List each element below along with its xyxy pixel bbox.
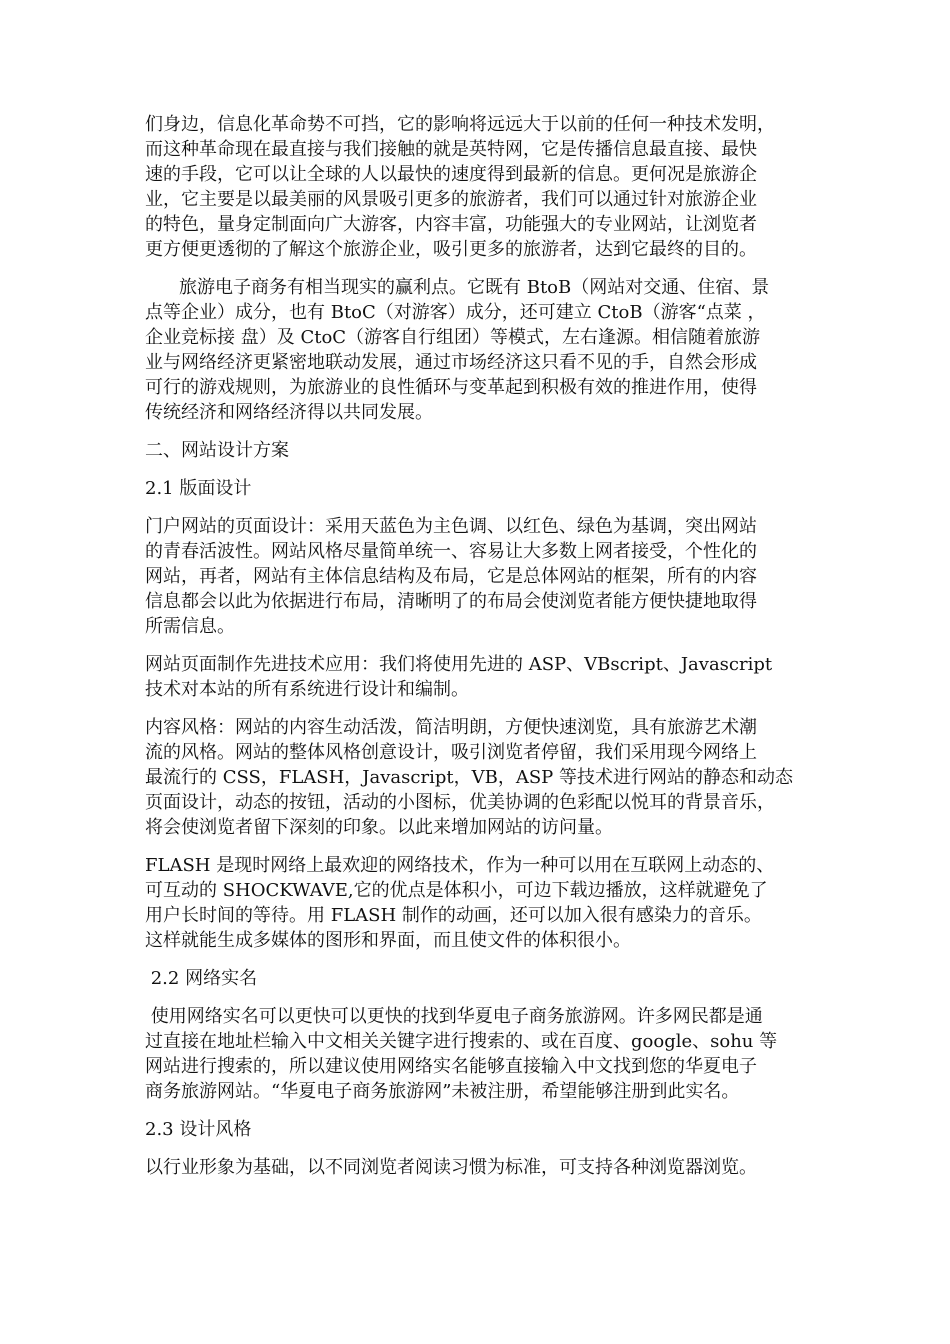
text-line: 更方便更透彻的了解这个旅游企业，吸引更多的旅游者，达到它最终的目的。 [145,239,757,260]
text-line: 这样就能生成多媒体的图形和界面，而且使文件的体积很小。 [145,930,631,951]
paragraph-portal-design [145,514,825,639]
text-line: 可行的游戏规则，为旅游业的良性循环与变革起到积极有效的推进作用，使得 [145,377,757,398]
subsection-heading-design-style: 2.3 设计风格 [145,1119,252,1140]
text-line: 企业竞标接 盘）及 CtoC（游客自行组团）等模式，左右逢源。相信随着旅游 [145,327,761,348]
text-line: 用户长时间的等待。用 FLASH 制作的动画，还可以加入很有感染力的音乐。 [145,905,762,926]
text-line: 可互动的 SHOCKWAVE,它的优点是体积小，可边下载边播放，这样就避免了 [145,880,768,901]
paragraph-flash [145,853,825,953]
text-line: 速的手段，它可以让全球的人以最快的速度得到最新的信息。更何况是旅游企 [145,164,757,185]
text-line: 点等企业）成分，也有 BtoC（对游客）成分，还可建立 CtoB（游客“点菜 ， [145,302,766,323]
section-heading-design-plan: 二、网站设计方案 [145,440,289,461]
text-line: 流的风格。网站的整体风格创意设计，吸引浏览者停留，我们采用现今网络上 [145,742,757,763]
text-line: 的青春活波性。网站风格尽量简单统一、容易让大多数上网者接受，个性化的 [145,541,757,562]
text-line: 门户网站的页面设计：采用天蓝色为主色调、以红色、绿色为基调，突出网站 [145,516,757,537]
text-line: 传统经济和网络经济得以共同发展。 [145,402,433,423]
text-line: 旅游电子商务有相当现实的赢利点。它既有 BtoB（网站对交通、住宿、景 [179,277,770,298]
text-line: 网站页面制作先进技术应用：我们将使用先进的 ASP、VBscript、Javascript [145,654,773,675]
text-line: 最流行的 CSS，FLASH，Javascript，VB，ASP 等技术进行网站的静态和动态 [145,767,793,788]
text-line: 将会使浏览者留下深刻的印象。以此来增加网站的访问量。 [145,817,613,838]
paragraph-info-revolution [145,112,825,262]
text-line: 所需信息。 [145,616,235,637]
text-line: 们身边，信息化革命势不可挡，它的影响将远远大于以前的任何一种技术发明， [145,114,775,135]
text-line: 业，它主要是以最美丽的风景吸引更多的旅游者，我们可以通过针对旅游企业 [145,189,757,210]
text-line: FLASH 是现时网络上最欢迎的网络技术，作为一种可以用在互联网上动态的、 [145,855,775,876]
subsection-heading-layout: 2.1 版面设计 [145,478,252,499]
paragraph-realname [145,1004,825,1104]
text-line: 页面设计，动态的按钮，活动的小图标，优美协调的色彩配以悦耳的背景音乐， [145,792,775,813]
text-line: 过直接在地址栏输入中文相关关键字进行搜索的、或在百度、google、sohu 等 [145,1031,778,1052]
paragraph-profit-points [145,275,825,425]
paragraph-design-style [145,1155,825,1180]
text-line: 内容风格：网站的内容生动活泼，简洁明朗，方便快速浏览，具有旅游艺术潮 [145,717,757,738]
paragraph-tech-application [145,652,825,702]
text-line: 网站，再者，网站有主体信息结构及布局，它是总体网站的框架，所有的内容 [145,566,757,587]
text-line: 而这种革命现在最直接与我们接触的就是英特网，它是传播信息最直接、最快 [145,139,757,160]
subsection-heading-realname: 2.2 网络实名 [145,968,258,989]
document-page [145,112,825,1193]
paragraph-content-style [145,715,825,840]
text-line: 商务旅游网站。“华夏电子商务旅游网”未被注册，希望能够注册到此实名。 [145,1081,740,1102]
text-line: 信息都会以此为依据进行布局，清晰明了的布局会使浏览者能方便快捷地取得 [145,591,757,612]
text-line: 的特色，量身定制面向广大游客，内容丰富，功能强大的专业网站，让浏览者 [145,214,757,235]
text-line: 技术对本站的所有系统进行设计和编制。 [145,679,469,700]
text-line: 以行业形象为基础，以不同浏览者阅读习惯为标准，可支持各种浏览器浏览。 [145,1157,757,1178]
text-line: 使用网络实名可以更快可以更快的找到华夏电子商务旅游网。许多网民都是通 [145,1006,763,1027]
text-line: 网站进行搜索的，所以建议使用网络实名能够直接输入中文找到您的华夏电子 [145,1056,757,1077]
text-line: 业与网络经济更紧密地联动发展，通过市场经济这只看不见的手，自然会形成 [145,352,757,373]
